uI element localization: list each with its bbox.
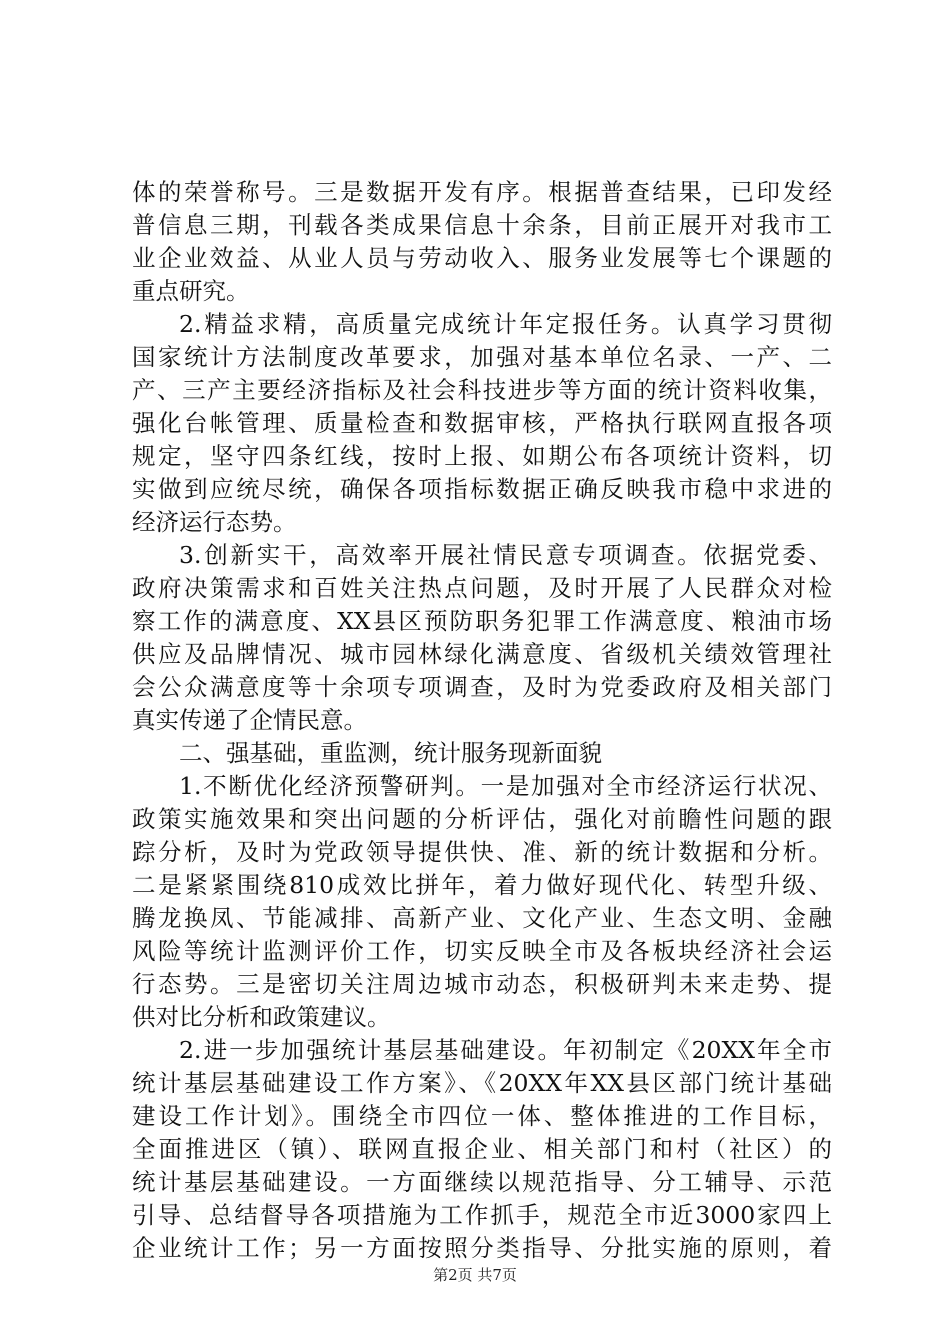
- paragraph-heading-line: 2.精益求精，高质量完成统计年定报任务。认真学习贯彻: [179, 310, 832, 338]
- text-line: 察工作的满意度、XX县区预防职务犯罪工作满意度、粮油市场: [132, 607, 832, 635]
- text-line: 实做到应统尽统，确保各项指标数据正确反映我市稳中求进的: [132, 475, 832, 503]
- paragraph-heading-line: 1.不断优化经济预警研判。一是加强对全市经济运行状况、: [179, 772, 832, 800]
- text-line: 规定，坚守四条红线，按时上报、如期公布各项统计资料，切: [132, 442, 832, 470]
- text-line: 国家统计方法制度改革要求，加强对基本单位名录、一产、二: [132, 343, 832, 371]
- text-line: 建设工作计划》。围绕全市四位一体、整体推进的工作目标，: [132, 1102, 832, 1130]
- text-line: 供对比分析和政策建议。: [132, 1003, 391, 1031]
- text-line: 政府决策需求和百姓关注热点问题，及时开展了人民群众对检: [132, 574, 832, 602]
- text-line: 踪分析，及时为党政领导提供快、准、新的统计数据和分析。: [132, 838, 832, 866]
- text-line: 统计基层基础建设。一方面继续以规范指导、分工辅导、示范: [132, 1168, 832, 1196]
- text-line: 统计基层基础建设工作方案》、《20XX年XX县区部门统计基础: [132, 1069, 832, 1097]
- text-line: 真实传递了企情民意。: [132, 706, 367, 734]
- document-body: [132, 176, 832, 1265]
- page-footer: [0, 1265, 950, 1285]
- text-line: 风险等统计监测评价工作，切实反映全市及各板块经济社会运: [132, 937, 832, 965]
- text-line: 重点研究。: [132, 277, 250, 305]
- text-line: 体的荣誉称号。三是数据开发有序。根据普查结果，已印发经: [132, 178, 832, 206]
- text-line: 全面推进区（镇）、联网直报企业、相关部门和村（社区）的: [132, 1135, 832, 1163]
- text-line: 二是紧紧围绕810成效比拼年，着力做好现代化、转型升级、: [132, 871, 832, 899]
- text-line: 产、三产主要经济指标及社会科技进步等方面的统计资料收集，: [132, 376, 832, 404]
- text-line: 腾龙换凤、节能减排、高新产业、文化产业、生态文明、金融: [132, 904, 832, 932]
- text-line: 强化台帐管理、质量检查和数据审核，严格执行联网直报各项: [132, 409, 832, 437]
- text-line: 行态势。三是密切关注周边城市动态，积极研判未来走势、提: [132, 970, 832, 998]
- text-line: 会公众满意度等十余项专项调查，及时为党委政府及相关部门: [132, 673, 832, 701]
- paragraph-heading-line: 2.进一步加强统计基层基础建设。年初制定《20XX年全市: [179, 1036, 832, 1064]
- section-heading: 二、强基础，重监测，统计服务现新面貌: [179, 739, 602, 767]
- text-line: 普信息三期，刊载各类成果信息十余条，目前正展开对我市工: [132, 211, 832, 239]
- paragraph-heading-line: 3.创新实干，高效率开展社情民意专项调查。依据党委、: [179, 541, 832, 569]
- text-line: 供应及品牌情况、城市园林绿化满意度、省级机关绩效管理社: [132, 640, 832, 668]
- page-number: 第2页 共7页: [433, 1266, 517, 1284]
- text-line: 经济运行态势。: [132, 508, 297, 536]
- text-line: 业企业效益、从业人员与劳动收入、服务业发展等七个课题的: [132, 244, 832, 272]
- text-line: 引导、总结督导各项措施为工作抓手，规范全市近3000家四上: [132, 1201, 832, 1229]
- text-line: 政策实施效果和突出问题的分析评估，强化对前瞻性问题的跟: [132, 805, 832, 833]
- text-line: 企业统计工作；另一方面按照分类指导、分批实施的原则，着: [132, 1234, 832, 1262]
